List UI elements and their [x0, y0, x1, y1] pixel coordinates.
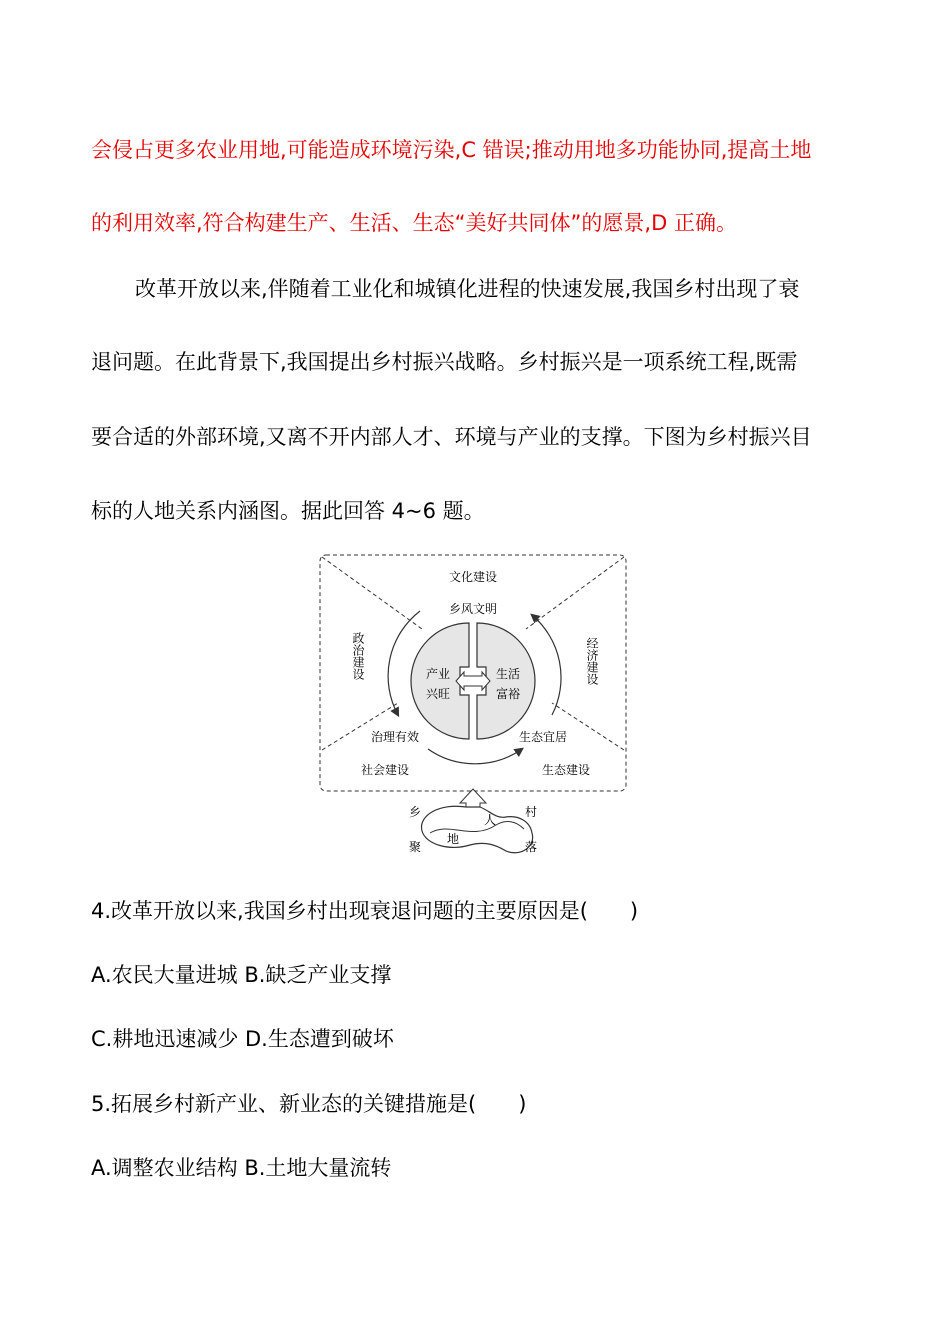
question-5: 5.拓展乡村新产业、新业态的关键措施是( ) [91, 1092, 527, 1116]
label-society: 社会建设 [360, 763, 410, 777]
passage-line-1: 改革开放以来,伴随着工业化和城镇化进程的快速发展,我国乡村出现了衰 [135, 277, 800, 301]
diagonal-tr [526, 557, 624, 629]
answer-line-2: 的利用效率,符合构建生产、生活、生态“美好共同体”的愿景,D 正确。 [91, 211, 737, 235]
label-economy: 经济建设 [585, 637, 599, 685]
passage-line-2: 退问题。在此背景下,我国提出乡村振兴战略。乡村振兴是一项系统工程,既需 [91, 350, 798, 374]
label-ring-br: 生态宜居 [518, 730, 568, 744]
label-culture: 文化建设 [448, 570, 498, 584]
label-ring-bl: 治理有效 [370, 730, 420, 744]
question-5-options-ab: A.调整农业结构 B.土地大量流转 [91, 1156, 392, 1180]
label-ring-top: 乡风文明 [448, 602, 498, 616]
answer-line-1: 会侵占更多农业用地,可能造成环境污染,C 错误;推动用地多功能协同,提高土地 [91, 138, 812, 162]
ring-arrow-right [532, 615, 561, 715]
diagonal-tl [322, 557, 422, 629]
label-center-l1: 产业 [425, 667, 451, 681]
label-center-l2: 兴旺 [425, 687, 451, 701]
question-4: 4.改革开放以来,我国乡村出现衰退问题的主要原因是( ) [91, 899, 639, 923]
passage-line-4: 标的人地关系内涵图。据此回答 4~6 题。 [91, 499, 485, 523]
label-center-r1: 生活 [495, 667, 521, 681]
double-arrow-icon [456, 672, 490, 690]
label-politics: 政治建设 [351, 632, 365, 680]
label-luo: 落 [524, 840, 538, 854]
label-di: 地 [446, 832, 460, 846]
outer-frame [320, 555, 626, 791]
passage-line-3: 要合适的外部环境,又离不开内部人才、环境与产业的支撑。下图为乡村振兴目 [91, 425, 812, 449]
rural-revitalization-diagram [300, 545, 640, 865]
label-ren: 人 [483, 813, 497, 827]
label-xiang: 乡 [408, 805, 422, 819]
label-ju: 聚 [408, 840, 422, 854]
question-4-options-ab: A.农民大量进城 B.缺乏产业支撑 [91, 963, 392, 987]
label-ecology: 生态建设 [541, 763, 591, 777]
label-cun: 村 [524, 805, 538, 819]
question-4-options-cd: C.耕地迅速减少 D.生态遭到破坏 [91, 1027, 394, 1051]
ring-arrow-bottom [428, 749, 522, 764]
label-center-r2: 富裕 [495, 687, 521, 701]
